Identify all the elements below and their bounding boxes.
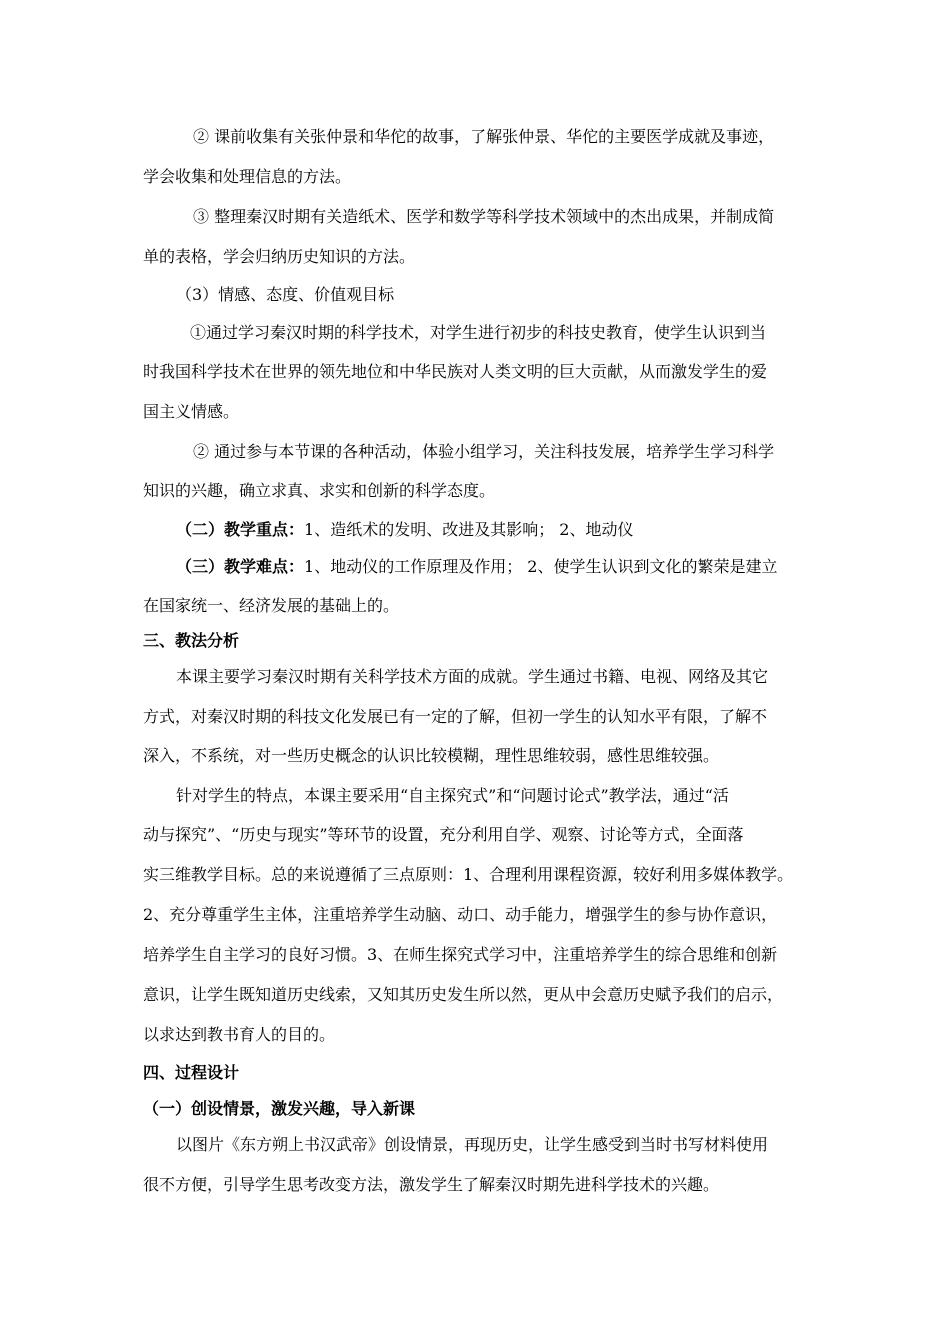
paragraph-line: 国主义情感。 [143, 402, 240, 421]
paragraph-line: 深入，不系统，对一些历史概念的认识比较模糊，理性思维较弱，感性思维较强。 [143, 746, 720, 765]
paragraph-line: 意识，让学生既知道历史线索，又知其历史发生所以然，更从中会意历史赋予我们的启示， [143, 985, 784, 1004]
paragraph-line: 以求达到教书育人的目的。 [143, 1025, 336, 1044]
subsection-heading: （一）创设情景，激发兴趣，导入新课 [143, 1099, 416, 1118]
teaching-focus-label: （二）教学重点： [176, 520, 305, 539]
paragraph-line: ③ 整理秦汉时期有关造纸术、医学和数学等科学技术领域中的杰出成果，并制成简 [193, 207, 775, 226]
teaching-focus [176, 519, 633, 541]
teaching-difficulty [176, 556, 777, 578]
paragraph-line: 学会收集和处理信息的方法。 [143, 167, 352, 186]
paragraph-line: 方式，对秦汉时期的科技文化发展已有一定的了解，但初一学生的认知水平有限，了解不 [143, 707, 768, 726]
section-subheading: （3）情感、态度、价值观目标 [176, 285, 395, 304]
teaching-difficulty-text: 1、地动仪的工作原理及作用； 2、使学生认识到文化的繁荣是建立 [304, 557, 778, 576]
paragraph-line: 以图片《东方朔上书汉武帝》创设情景，再现历史，让学生感受到当时书写材料使用 [176, 1135, 769, 1154]
section-heading-method: 三、教法分析 [143, 631, 240, 650]
paragraph-line: 很不方便，引导学生思考改变方法，激发学生了解秦汉时期先进科学技术的兴趣。 [143, 1175, 720, 1194]
section-heading-process: 四、过程设计 [143, 1063, 240, 1082]
paragraph-line: 培养学生自主学习的良好习惯。3、在师生探究式学习中，注重培养学生的综合思维和创新 [143, 945, 778, 964]
paragraph-line: 针对学生的特点，本课主要采用“自主探究式”和“问题讨论式”教学法，通过“活 [176, 786, 729, 805]
teaching-difficulty-label: （三）教学难点： [176, 557, 305, 576]
teaching-focus-text: 1、造纸术的发明、改进及其影响； 2、地动仪 [304, 520, 634, 539]
paragraph-line: 实三维教学目标。总的来说遵循了三点原则：1、合理利用课程资源，较好利用多媒体教学。 [143, 865, 794, 884]
paragraph-line: 单的表格，学会归纳历史知识的方法。 [143, 247, 416, 266]
paragraph-line: ② 通过参与本节课的各种活动，体验小组学习，关注科技发展，培养学生学习科学 [193, 442, 775, 461]
paragraph-line: 在国家统一、经济发展的基础上的。 [143, 596, 400, 615]
paragraph-line: 动与探究”、“历史与现实”等环节的设置，充分利用自学、观察、讨论等方式，全面落 [143, 825, 744, 844]
paragraph-line: ② 课前收集有关张仲景和华佗的故事，了解张仲景、华佗的主要医学成就及事迹， [193, 127, 775, 146]
paragraph-line: 知识的兴趣，确立求真、求实和创新的科学态度。 [143, 481, 496, 500]
paragraph-line: 2、充分尊重学生主体，注重培养学生动脑、动口、动手能力，增强学生的参与协作意识， [143, 905, 778, 924]
paragraph-line: ①通过学习秦汉时期的科学技术，对学生进行初步的科技史教育，使学生认识到当 [190, 323, 767, 342]
paragraph-line: 时我国科学技术在世界的领先地位和中华民族对人类文明的巨大贡献，从而激发学生的爱 [143, 362, 768, 381]
paragraph-line: 本课主要学习秦汉时期有关科学技术方面的成就。学生通过书籍、电视、网络及其它 [176, 667, 769, 686]
